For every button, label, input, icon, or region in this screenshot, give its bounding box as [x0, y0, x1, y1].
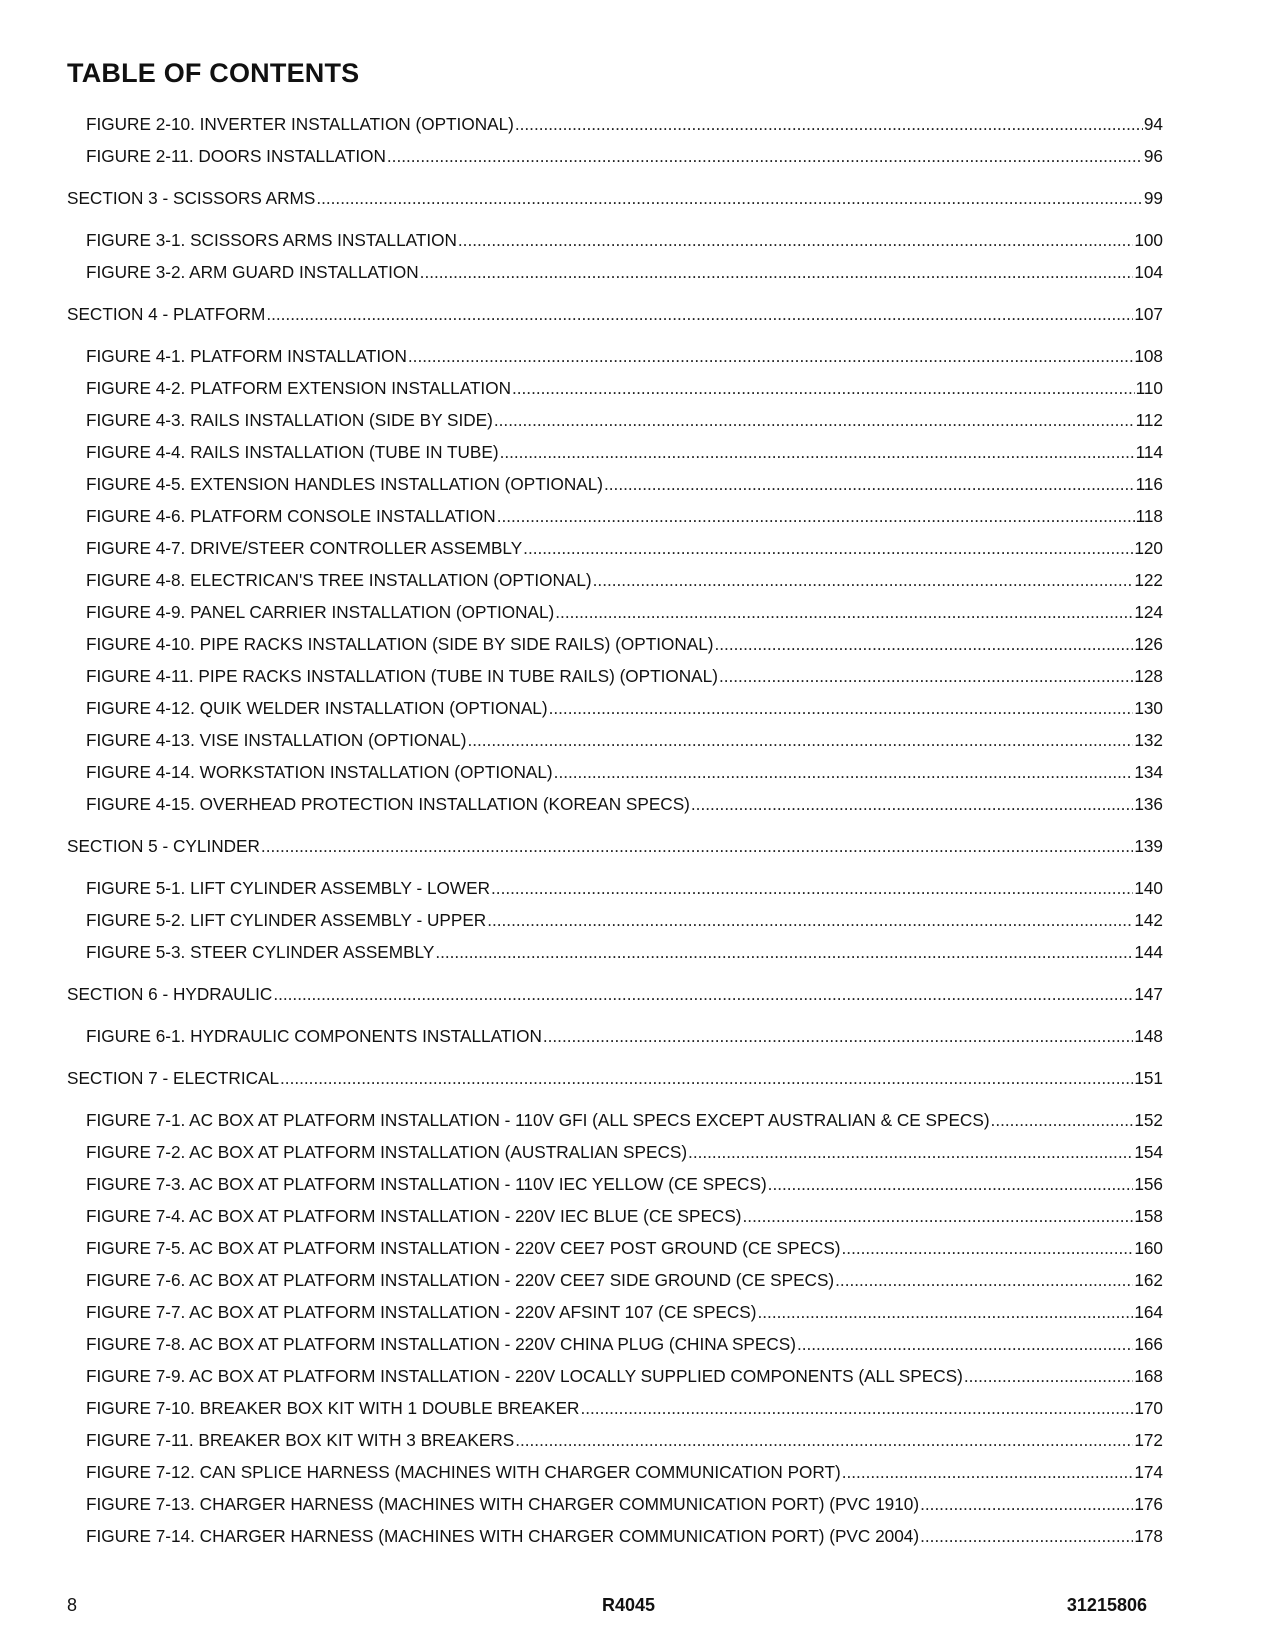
- toc-entry-title: FIGURE 7-8. AC BOX AT PLATFORM INSTALLATION - 220V CHINA PLUG (CHINA SPECS): [86, 1334, 796, 1354]
- toc-entry-title: FIGURE 7-7. AC BOX AT PLATFORM INSTALLATION - 220V AFSINT 107 (CE SPECS): [86, 1302, 757, 1322]
- toc-entry-page: 164: [1134, 1302, 1163, 1322]
- toc-figure-entry[interactable]: [67, 340, 1163, 372]
- toc-section-entry[interactable]: [67, 978, 1163, 1010]
- toc-figure-entry[interactable]: [67, 904, 1163, 936]
- page-title: TABLE OF CONTENTS: [67, 58, 360, 88]
- dot-leader: [554, 756, 1134, 788]
- toc-entry-page: 140: [1134, 878, 1163, 898]
- toc-entry-page: 110: [1135, 378, 1163, 398]
- toc-figure-entry[interactable]: [67, 1296, 1163, 1328]
- toc-figure-entry[interactable]: [67, 692, 1163, 724]
- toc-entry-title: FIGURE 7-13. CHARGER HARNESS (MACHINES WITH CHARGER COMMUNICATION PORT) (PVC 1910): [86, 1494, 920, 1514]
- dot-leader: [491, 872, 1133, 904]
- toc-figure-entry[interactable]: [67, 436, 1163, 468]
- toc-entry-page: 107: [1134, 304, 1163, 324]
- dot-leader: [964, 1360, 1134, 1392]
- dot-leader: [497, 500, 1135, 532]
- toc-entry-title: FIGURE 5-2. LIFT CYLINDER ASSEMBLY - UPPER: [86, 910, 487, 930]
- toc-entry-page: 148: [1134, 1026, 1163, 1046]
- toc-entry-title: FIGURE 2-10. INVERTER INSTALLATION (OPTIONAL): [86, 114, 514, 134]
- toc-figure-entry[interactable]: [67, 256, 1163, 288]
- dot-leader: [273, 978, 1133, 1010]
- toc-entry-title: FIGURE 4-9. PANEL CARRIER INSTALLATION (OPTIONAL): [86, 602, 555, 622]
- page-footer: [67, 1595, 1147, 1619]
- toc-section-entry[interactable]: [67, 298, 1163, 330]
- toc-figure-entry[interactable]: [67, 532, 1163, 564]
- toc-figure-entry[interactable]: [67, 140, 1163, 172]
- toc-figure-entry[interactable]: [67, 1392, 1163, 1424]
- dot-leader: [555, 596, 1133, 628]
- toc-entry-title: FIGURE 4-8. ELECTRICAN'S TREE INSTALLATION (OPTIONAL): [86, 570, 592, 590]
- toc-entry-title: FIGURE 4-11. PIPE RACKS INSTALLATION (TUBE IN TUBE RAILS) (OPTIONAL): [86, 666, 718, 686]
- dot-leader: [467, 724, 1133, 756]
- toc-entry-title: FIGURE 7-1. AC BOX AT PLATFORM INSTALLATION - 110V GFI (ALL SPECS EXCEPT AUSTRALIAN & CE SPECS): [86, 1110, 990, 1130]
- dot-leader: [512, 372, 1135, 404]
- toc-entry-page: 168: [1134, 1366, 1163, 1386]
- dot-leader: [715, 628, 1134, 660]
- toc-entry-page: 96: [1143, 146, 1163, 166]
- dot-leader: [515, 108, 1143, 140]
- toc-entry-title: FIGURE 7-14. CHARGER HARNESS (MACHINES WITH CHARGER COMMUNICATION PORT) (PVC 2004): [86, 1526, 920, 1546]
- toc-entry-title: SECTION 4 - PLATFORM: [67, 304, 266, 324]
- toc-entry-title: FIGURE 2-11. DOORS INSTALLATION: [86, 146, 386, 166]
- toc-entry-title: FIGURE 4-3. RAILS INSTALLATION (SIDE BY SIDE): [86, 410, 493, 430]
- dot-leader: [842, 1232, 1134, 1264]
- toc-entry-title: FIGURE 4-12. QUIK WELDER INSTALLATION (OPTIONAL): [86, 698, 548, 718]
- toc-entry-title: FIGURE 5-3. STEER CYLINDER ASSEMBLY: [86, 942, 435, 962]
- dot-leader: [743, 1200, 1134, 1232]
- toc-entry-page: 104: [1134, 262, 1163, 282]
- toc-entry-title: FIGURE 4-10. PIPE RACKS INSTALLATION (SIDE BY SIDE RAILS) (OPTIONAL): [86, 634, 714, 654]
- toc-figure-entry[interactable]: [67, 1328, 1163, 1360]
- dot-leader: [523, 532, 1133, 564]
- toc-entry-page: 151: [1134, 1068, 1163, 1088]
- dot-leader: [280, 1062, 1133, 1094]
- toc-section-entry[interactable]: [67, 182, 1163, 214]
- toc-entry-page: 134: [1134, 762, 1163, 782]
- toc-entry-title: FIGURE 4-14. WORKSTATION INSTALLATION (OPTIONAL): [86, 762, 553, 782]
- toc-entry-title: FIGURE 7-4. AC BOX AT PLATFORM INSTALLATION - 220V IEC BLUE (CE SPECS): [86, 1206, 742, 1226]
- dot-leader: [261, 830, 1133, 862]
- toc-figure-entry[interactable]: [67, 724, 1163, 756]
- dot-leader: [420, 256, 1134, 288]
- toc-entry-title: SECTION 5 - CYLINDER: [67, 836, 260, 856]
- toc-figure-entry[interactable]: [67, 1020, 1163, 1052]
- dot-leader: [797, 1328, 1133, 1360]
- dot-leader: [500, 436, 1135, 468]
- dot-leader: [691, 788, 1133, 820]
- toc-entry-page: 122: [1134, 570, 1163, 590]
- dot-leader: [580, 1392, 1133, 1424]
- toc-entry-page: 100: [1134, 230, 1163, 250]
- toc-entry-page: 112: [1135, 410, 1163, 430]
- dot-leader: [842, 1456, 1134, 1488]
- toc-figure-entry[interactable]: [67, 564, 1163, 596]
- toc-figure-entry[interactable]: [67, 1456, 1163, 1488]
- toc-figure-entry[interactable]: [67, 788, 1163, 820]
- toc-entry-page: 144: [1134, 942, 1163, 962]
- toc-figure-entry[interactable]: [67, 500, 1163, 532]
- toc-figure-entry[interactable]: [67, 108, 1163, 140]
- toc-entry-page: 132: [1134, 730, 1163, 750]
- toc-figure-entry[interactable]: [67, 468, 1163, 500]
- dot-leader: [991, 1104, 1134, 1136]
- toc-entry-title: FIGURE 6-1. HYDRAULIC COMPONENTS INSTALLATION: [86, 1026, 542, 1046]
- dot-leader: [316, 182, 1143, 214]
- toc-entry-page: 178: [1134, 1526, 1163, 1546]
- toc-entry-title: FIGURE 4-4. RAILS INSTALLATION (TUBE IN TUBE): [86, 442, 499, 462]
- toc-entry-title: SECTION 7 - ELECTRICAL: [67, 1068, 280, 1088]
- toc-entry-title: FIGURE 4-6. PLATFORM CONSOLE INSTALLATION: [86, 506, 496, 526]
- toc-entry-page: 126: [1134, 634, 1163, 654]
- toc-figure-entry[interactable]: [67, 404, 1163, 436]
- toc-entry-title: FIGURE 4-5. EXTENSION HANDLES INSTALLATION (OPTIONAL): [86, 474, 603, 494]
- toc-entry-title: FIGURE 7-3. AC BOX AT PLATFORM INSTALLATION - 110V IEC YELLOW (CE SPECS): [86, 1174, 767, 1194]
- toc-entry-page: 174: [1134, 1462, 1163, 1482]
- toc-entry-page: 152: [1134, 1110, 1163, 1130]
- toc-figure-entry[interactable]: [67, 1232, 1163, 1264]
- toc-entry-page: 128: [1134, 666, 1163, 686]
- toc-figure-entry[interactable]: [67, 1168, 1163, 1200]
- dot-leader: [920, 1488, 1133, 1520]
- toc-section-entry[interactable]: [67, 830, 1163, 862]
- dot-leader: [758, 1296, 1134, 1328]
- toc-entry-title: FIGURE 4-1. PLATFORM INSTALLATION: [86, 346, 407, 366]
- toc-entry-title: FIGURE 4-15. OVERHEAD PROTECTION INSTALLATION (KOREAN SPECS): [86, 794, 690, 814]
- toc-entry-page: 114: [1135, 442, 1163, 462]
- toc-entry-page: 116: [1135, 474, 1163, 494]
- toc-figure-entry[interactable]: [67, 628, 1163, 660]
- toc-figure-entry[interactable]: [67, 1264, 1163, 1296]
- toc-entry-page: 147: [1134, 984, 1163, 1004]
- toc-entry-page: 158: [1134, 1206, 1163, 1226]
- toc-entry-title: FIGURE 7-12. CAN SPLICE HARNESS (MACHINES WITH CHARGER COMMUNICATION PORT): [86, 1462, 841, 1482]
- toc-entry-title: FIGURE 3-1. SCISSORS ARMS INSTALLATION: [86, 230, 457, 250]
- toc-figure-entry[interactable]: [67, 372, 1163, 404]
- footer-model: R4045: [602, 1595, 656, 1615]
- toc-entry-title: FIGURE 7-9. AC BOX AT PLATFORM INSTALLATION - 220V LOCALLY SUPPLIED COMPONENTS (ALL SPECS): [86, 1366, 963, 1386]
- toc-figure-entry[interactable]: [67, 756, 1163, 788]
- toc-entry-title: FIGURE 7-10. BREAKER BOX KIT WITH 1 DOUBLE BREAKER: [86, 1398, 580, 1418]
- toc-entry-page: 160: [1134, 1238, 1163, 1258]
- toc-entry-page: 139: [1134, 836, 1163, 856]
- dot-leader: [920, 1520, 1133, 1552]
- toc-entry-title: FIGURE 3-2. ARM GUARD INSTALLATION: [86, 262, 419, 282]
- toc-figure-entry[interactable]: [67, 872, 1163, 904]
- dot-leader: [408, 340, 1133, 372]
- dot-leader: [593, 564, 1134, 596]
- toc-figure-entry[interactable]: [67, 936, 1163, 968]
- toc-figure-entry[interactable]: [67, 1104, 1163, 1136]
- toc-entry-page: 156: [1134, 1174, 1163, 1194]
- toc-entry-page: 176: [1134, 1494, 1163, 1514]
- toc-figure-entry[interactable]: [67, 596, 1163, 628]
- toc-entry-title: FIGURE 7-6. AC BOX AT PLATFORM INSTALLATION - 220V CEE7 SIDE GROUND (CE SPECS): [86, 1270, 835, 1290]
- toc-figure-entry[interactable]: [67, 1488, 1163, 1520]
- dot-leader: [494, 404, 1135, 436]
- table-of-contents: [67, 108, 1163, 1552]
- toc-figure-entry[interactable]: [67, 660, 1163, 692]
- toc-figure-entry[interactable]: [67, 1360, 1163, 1392]
- toc-entry-title: FIGURE 7-2. AC BOX AT PLATFORM INSTALLATION (AUSTRALIAN SPECS): [86, 1142, 688, 1162]
- toc-entry-page: 94: [1143, 114, 1163, 134]
- dot-leader: [515, 1424, 1133, 1456]
- dot-leader: [768, 1168, 1134, 1200]
- dot-leader: [835, 1264, 1133, 1296]
- dot-leader: [266, 298, 1133, 330]
- dot-leader: [688, 1136, 1133, 1168]
- toc-entry-page: 136: [1134, 794, 1163, 814]
- footer-page-number: 8: [67, 1595, 78, 1615]
- toc-entry-page: 118: [1135, 506, 1163, 526]
- toc-entry-title: SECTION 3 - SCISSORS ARMS: [67, 188, 316, 208]
- toc-entry-page: 99: [1143, 188, 1163, 208]
- toc-entry-page: 154: [1134, 1142, 1163, 1162]
- dot-leader: [549, 692, 1134, 724]
- toc-entry-page: 142: [1134, 910, 1163, 930]
- dot-leader: [719, 660, 1133, 692]
- toc-section-entry[interactable]: [67, 1062, 1163, 1094]
- toc-figure-entry[interactable]: [67, 1136, 1163, 1168]
- toc-entry-page: 170: [1134, 1398, 1163, 1418]
- dot-leader: [458, 224, 1133, 256]
- toc-figure-entry[interactable]: [67, 1200, 1163, 1232]
- toc-entry-page: 120: [1134, 538, 1163, 558]
- toc-figure-entry[interactable]: [67, 224, 1163, 256]
- dot-leader: [604, 468, 1135, 500]
- toc-entry-page: 124: [1134, 602, 1163, 622]
- toc-entry-title: FIGURE 7-11. BREAKER BOX KIT WITH 3 BREAKERS: [86, 1430, 515, 1450]
- toc-figure-entry[interactable]: [67, 1424, 1163, 1456]
- toc-entry-title: FIGURE 5-1. LIFT CYLINDER ASSEMBLY - LOWER: [86, 878, 491, 898]
- toc-entry-page: 172: [1134, 1430, 1163, 1450]
- toc-figure-entry[interactable]: [67, 1520, 1163, 1552]
- toc-entry-page: 108: [1134, 346, 1163, 366]
- footer-document-number: 31215806: [1066, 1595, 1147, 1615]
- toc-entry-page: 130: [1134, 698, 1163, 718]
- dot-leader: [435, 936, 1133, 968]
- toc-entry-title: FIGURE 4-7. DRIVE/STEER CONTROLLER ASSEMBLY: [86, 538, 523, 558]
- toc-entry-title: SECTION 6 - HYDRAULIC: [67, 984, 273, 1004]
- toc-entry-title: FIGURE 4-13. VISE INSTALLATION (OPTIONAL): [86, 730, 467, 750]
- dot-leader: [487, 904, 1133, 936]
- dot-leader: [543, 1020, 1133, 1052]
- toc-entry-page: 166: [1134, 1334, 1163, 1354]
- toc-entry-page: 162: [1134, 1270, 1163, 1290]
- dot-leader: [387, 140, 1143, 172]
- toc-entry-title: FIGURE 7-5. AC BOX AT PLATFORM INSTALLATION - 220V CEE7 POST GROUND (CE SPECS): [86, 1238, 841, 1258]
- toc-entry-title: FIGURE 4-2. PLATFORM EXTENSION INSTALLATION: [86, 378, 511, 398]
